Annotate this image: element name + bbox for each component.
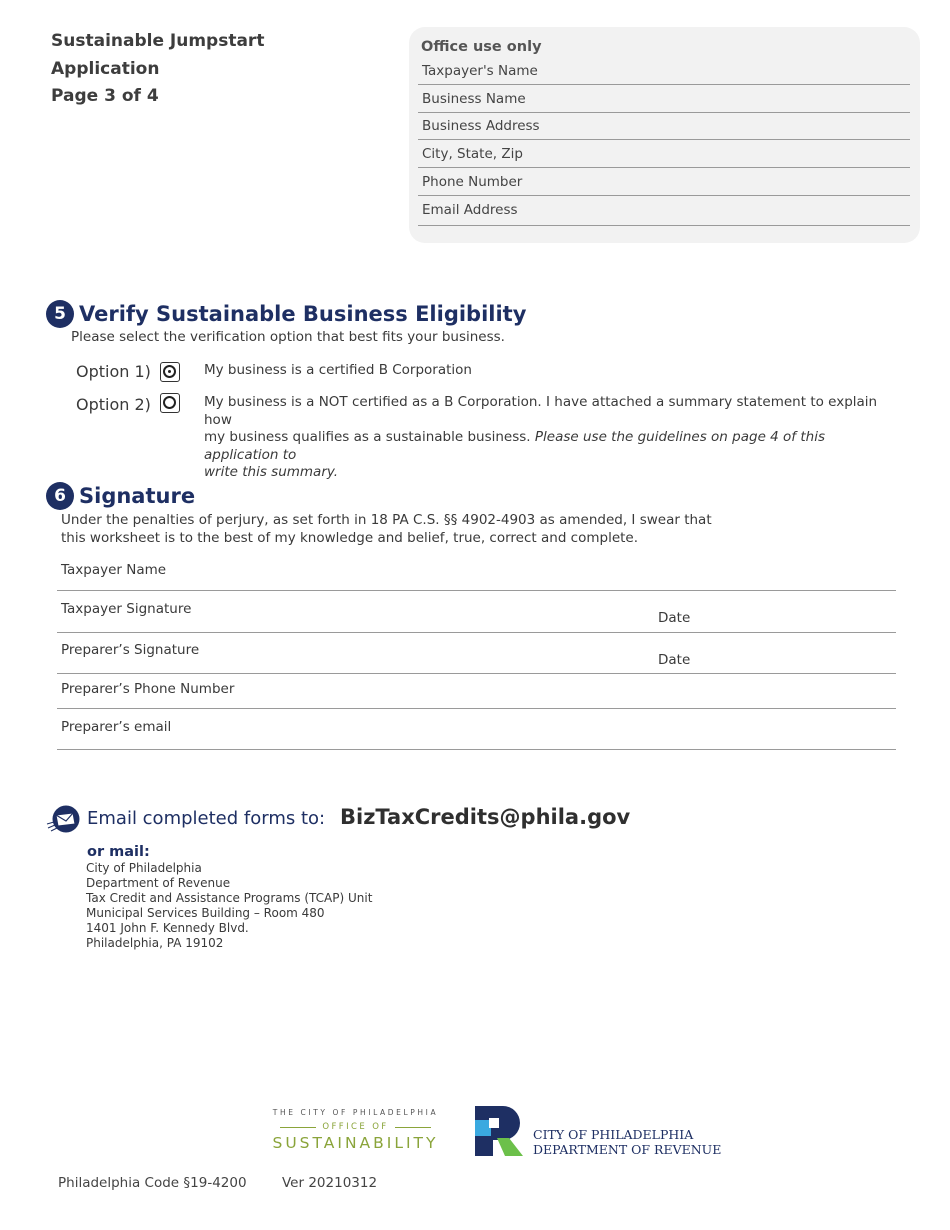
option-2-text-line-1: My business is a NOT certified as a B Corporation. I have attached a summary statement to explain how xyxy=(204,394,878,428)
title-line-2: Application xyxy=(51,58,160,79)
office-taxpayer-name-field[interactable]: Taxpayer's Name xyxy=(418,58,910,85)
logo-rule-left xyxy=(280,1127,316,1128)
office-use-title: Office use only xyxy=(421,39,542,55)
section-5-number-badge: 5 xyxy=(46,300,74,328)
office-phone-number-field[interactable]: Phone Number xyxy=(418,169,910,196)
taxpayer-name-field[interactable]: Taxpayer Name xyxy=(57,562,896,591)
office-city-state-zip-field[interactable]: City, State, Zip xyxy=(418,141,910,168)
section-6-title: Signature xyxy=(79,484,196,508)
section-6-heading xyxy=(46,482,195,510)
sustainability-logo-mid-text: OFFICE OF xyxy=(322,1122,389,1132)
option-1-label: Option 1) xyxy=(76,362,151,381)
department-of-revenue-logo-text xyxy=(533,1127,721,1157)
footer-code-reference: Philadelphia Code §19-4200 xyxy=(58,1175,247,1191)
preparer-date-label: Date xyxy=(658,652,691,668)
revenue-logo-line-1: CITY OF PHILADELPHIA xyxy=(533,1127,694,1142)
perjury-statement-line-2: this worksheet is to the best of my knowledge and belief, true, correct and complete. xyxy=(61,529,639,546)
revenue-logo-line-2: DEPARTMENT OF REVENUE xyxy=(533,1142,722,1157)
sustainability-logo-main-text: SUSTAINABILITY xyxy=(272,1134,439,1152)
office-use-box xyxy=(409,27,920,243)
section-5-heading xyxy=(46,300,526,328)
option-2-text-line-2: my business qualifies as a sustainable business. xyxy=(204,429,531,445)
option-2-radio[interactable] xyxy=(160,393,180,413)
taxpayer-signature-field[interactable]: Taxpayer Signature xyxy=(57,601,896,633)
section-5-instruction: Please select the verification option that best fits your business. xyxy=(71,329,505,345)
revenue-r-logo-icon xyxy=(475,1106,523,1156)
preparer-email-field[interactable]: Preparer’s email xyxy=(57,719,896,750)
mail-address-line: Department of Revenue xyxy=(86,876,231,890)
option-1-radio[interactable] xyxy=(160,362,180,382)
option-2-text xyxy=(204,394,894,482)
mail-address-line: Tax Credit and Assistance Programs (TCAP) Unit xyxy=(86,891,373,905)
option-2-label: Option 2) xyxy=(76,395,151,414)
mail-address-line: Municipal Services Building – Room 480 xyxy=(86,906,325,920)
perjury-statement-line-1: Under the penalties of perjury, as set forth in 18 PA C.S. §§ 4902-4903 as amended, I swear that xyxy=(61,512,712,528)
mail-address-line: City of Philadelphia xyxy=(86,861,202,875)
sustainability-logo-mid xyxy=(268,1122,443,1132)
preparer-signature-field[interactable]: Preparer’s Signature xyxy=(57,642,896,674)
taxpayer-date-label: Date xyxy=(658,610,691,626)
footer-version: Ver 20210312 xyxy=(282,1175,378,1191)
email-instruction: Email completed forms to: xyxy=(87,808,326,829)
option-1-text: My business is a certified B Corporation xyxy=(204,362,472,378)
option-2-guideline-note-end: write this summary. xyxy=(204,464,339,480)
office-of-sustainability-logo xyxy=(268,1108,443,1158)
or-mail-label: or mail: xyxy=(87,844,150,860)
radio-dot-icon xyxy=(168,370,171,373)
mail-address-line: Philadelphia, PA 19102 xyxy=(86,936,224,950)
page-indicator: Page 3 of 4 xyxy=(51,86,159,106)
sustainability-logo-top-text: THE CITY OF PHILADELPHIA xyxy=(272,1108,439,1117)
logo-rule-right xyxy=(395,1127,431,1128)
document-title xyxy=(51,28,351,111)
section-6-number-badge: 6 xyxy=(46,482,74,510)
radio-empty-icon xyxy=(163,396,176,409)
office-email-address-field[interactable]: Email Address xyxy=(418,197,910,226)
office-business-name-field[interactable]: Business Name xyxy=(418,86,910,113)
preparer-phone-field[interactable]: Preparer’s Phone Number xyxy=(57,681,896,709)
submission-email-link[interactable]: BizTaxCredits@phila.gov xyxy=(340,805,631,829)
title-line-1: Sustainable Jumpstart xyxy=(51,31,265,51)
mail-address-line: 1401 John F. Kennedy Blvd. xyxy=(86,921,249,935)
section-5-title: Verify Sustainable Business Eligibility xyxy=(79,302,527,326)
option-2-guideline-note: Please use the guidelines on page 4 of this application to xyxy=(204,429,825,463)
perjury-statement xyxy=(61,512,712,547)
mail-icon xyxy=(45,804,81,834)
office-business-address-field[interactable]: Business Address xyxy=(418,113,910,140)
radio-selected-icon xyxy=(163,365,176,378)
